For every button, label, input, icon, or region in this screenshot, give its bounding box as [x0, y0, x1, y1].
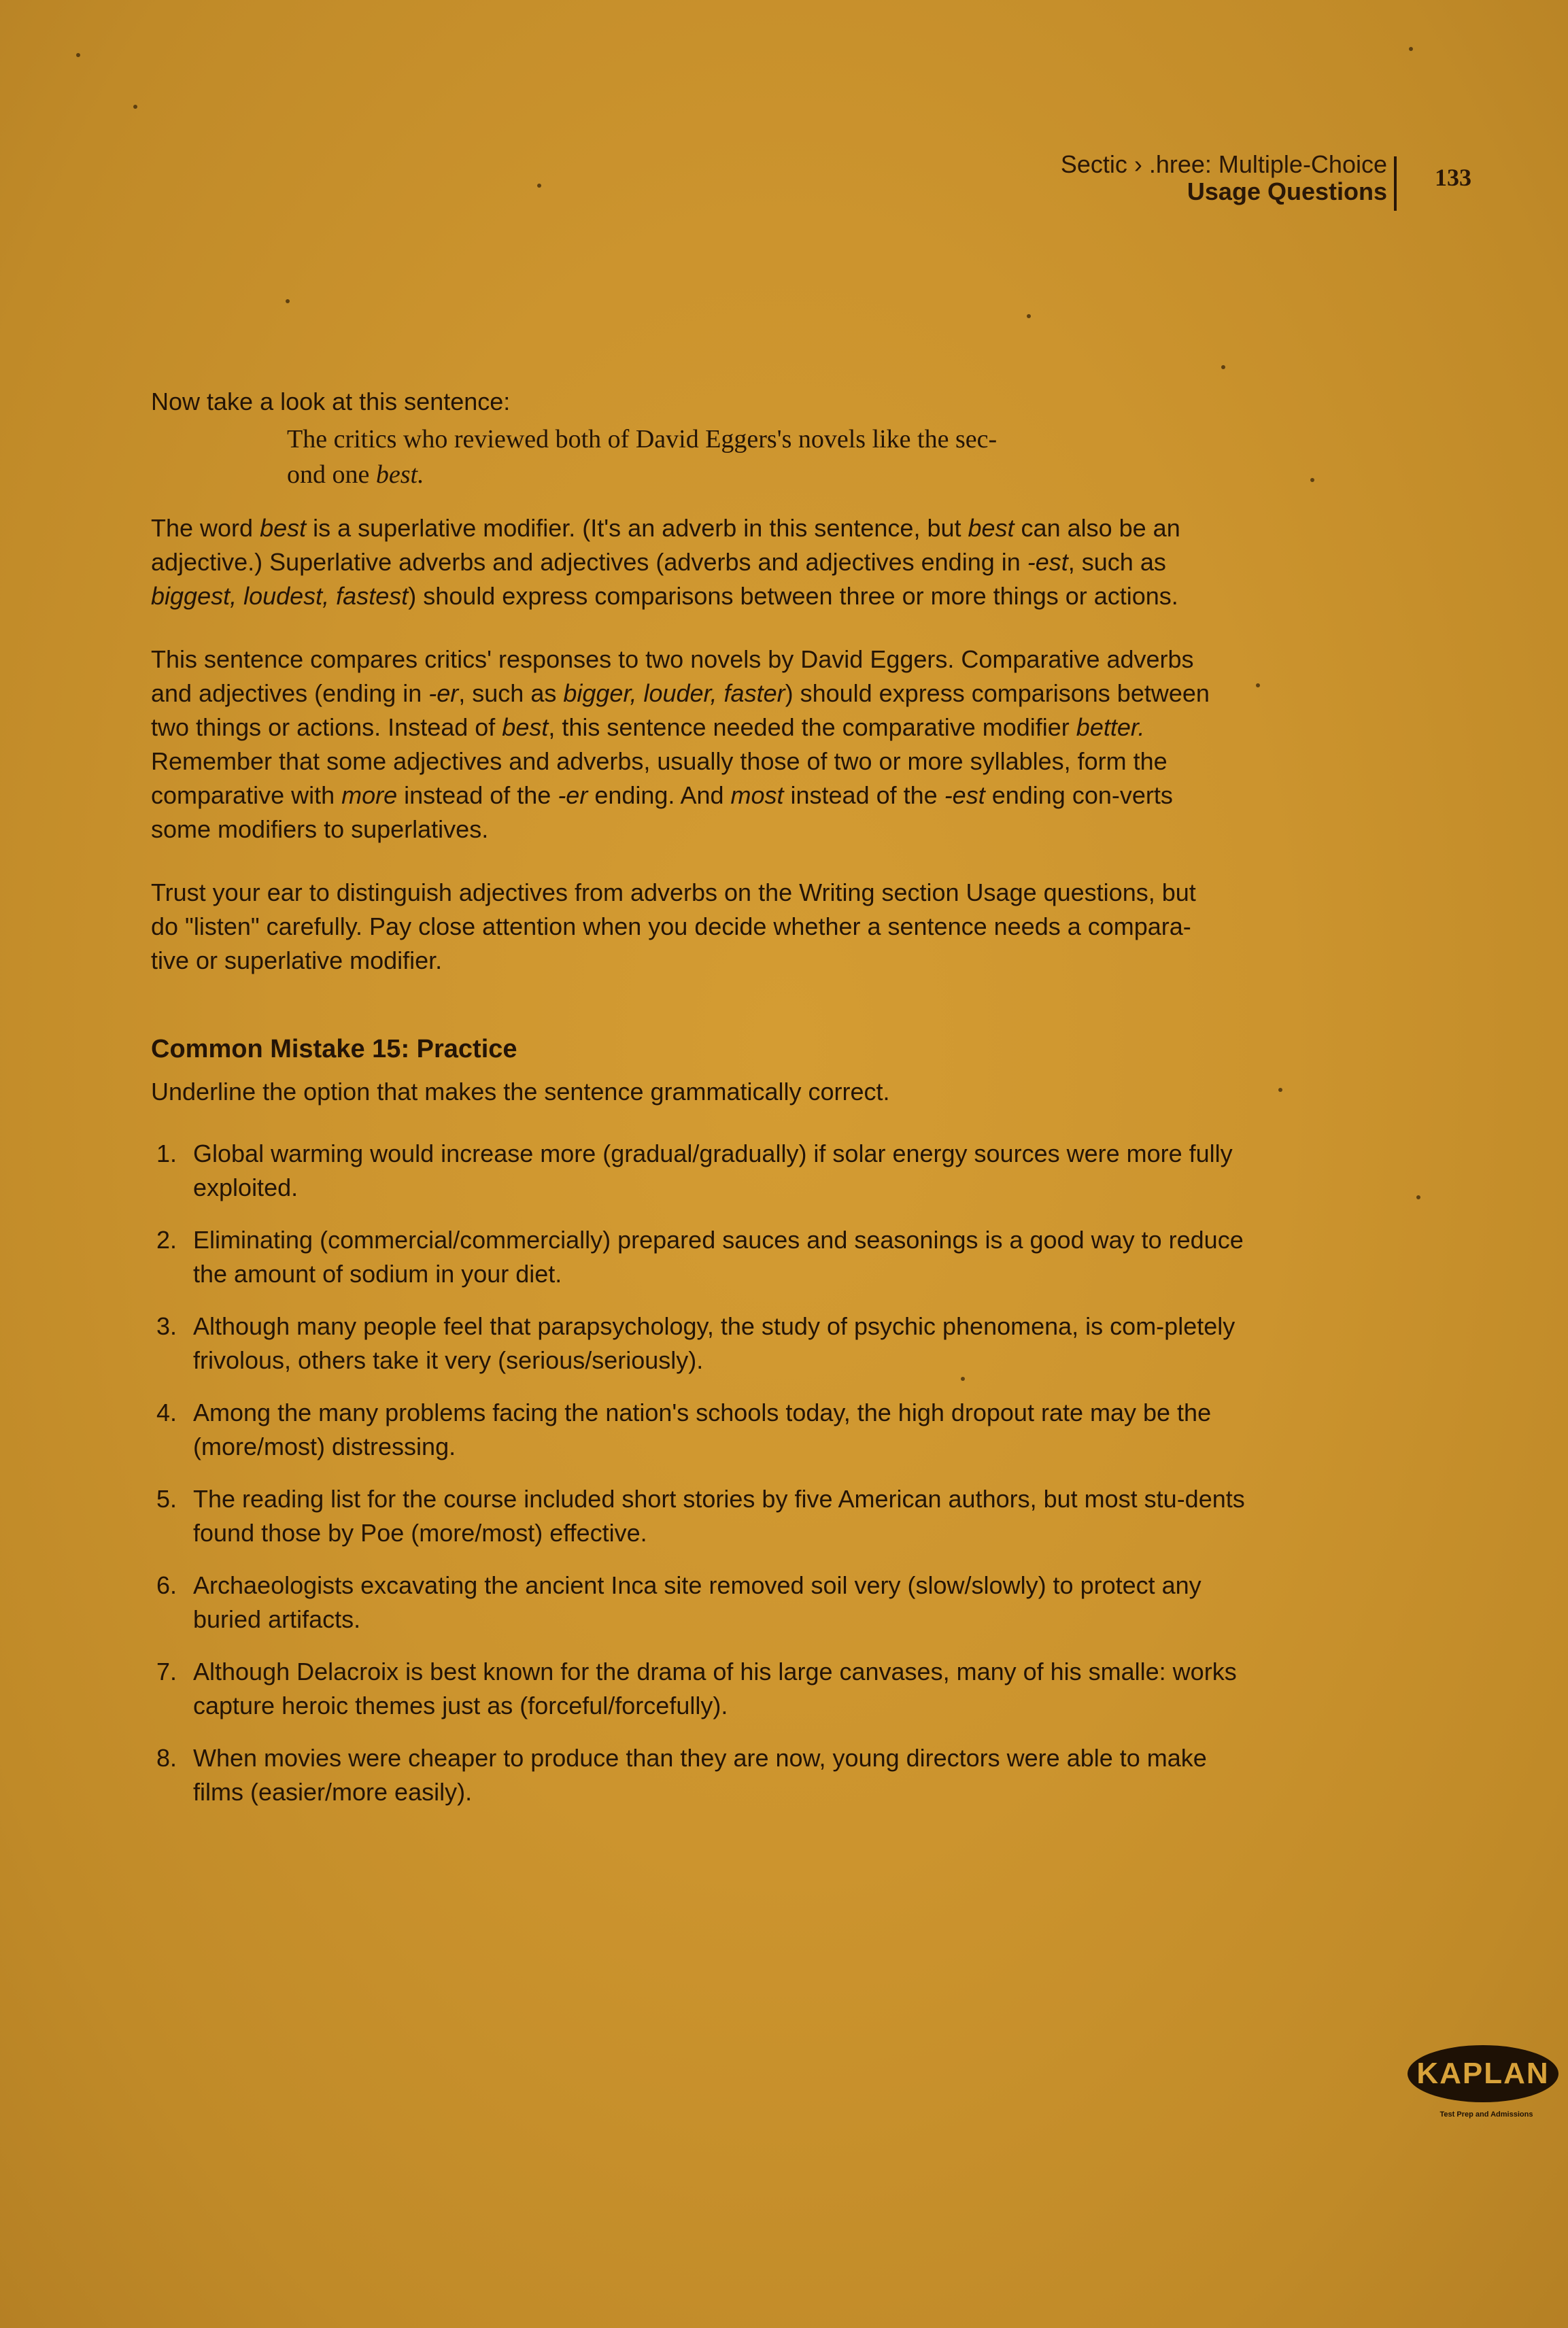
- item-text: Although Delacroix is best known for the drama of his large canvases, many of his smalle: works capture heroic themes just as (forceful/forcefully).: [193, 1658, 1237, 1719]
- practice-list: [151, 1137, 1252, 1828]
- p2-text: instead of the: [783, 781, 944, 809]
- practice-item: [151, 1655, 1252, 1723]
- p1-text: can also be an adjective.) Superlative adverbs and adjectives (adverbs and adjectives ending in: [151, 514, 1180, 576]
- running-header-section: Sectic › .hree: Multiple-Choice: [1060, 150, 1387, 178]
- item-number: 8.: [156, 1744, 177, 1772]
- practice-heading: Common Mistake 15: Practice: [151, 1035, 517, 1063]
- practice-instructions: Underline the option that makes the sentence grammatically correct.: [151, 1078, 890, 1106]
- dust-speck: [76, 53, 80, 57]
- p2-italic: better.: [1076, 713, 1145, 741]
- p1-text: is a superlative modifier. (It's an adverb in this sentence, but: [306, 514, 968, 542]
- practice-item: [151, 1137, 1252, 1205]
- p2-italic: more: [341, 781, 398, 809]
- item-text: Although many people feel that parapsychology, the study of psychic phenomena, is com-pletely frivolous, others take it very (serious/seriously).: [193, 1312, 1235, 1374]
- p2-text: ending. And: [587, 781, 731, 809]
- item-number: 1.: [156, 1140, 177, 1167]
- running-header-subtitle: Usage Questions: [1187, 177, 1387, 205]
- p2-text: ending con-verts some modifiers to superlatives.: [151, 781, 1173, 843]
- p2-italic: best: [502, 713, 549, 741]
- p1-italic: best: [968, 514, 1015, 542]
- p1-text: , such as: [1068, 548, 1166, 576]
- paragraph-tip: Trust your ear to distinguish adjectives from adverbs on the Writing section Usage questions, but do "listen" carefully. Pay close attention when you decide whether a sentence needs a compara-tive or superlative modifier.: [151, 878, 1196, 974]
- practice-item: [151, 1223, 1252, 1291]
- intro-text: Now take a look at this sentence:: [151, 388, 511, 415]
- practice-item: [151, 1482, 1252, 1550]
- p2-text: ) should express comparisons between two things or actions. Instead of: [151, 679, 1210, 741]
- dust-speck: [1416, 1195, 1420, 1199]
- item-text: When movies were cheaper to produce than they are now, young directors were able to make films (easier/more easily).: [193, 1744, 1207, 1806]
- paragraph-superlative: [151, 511, 1225, 613]
- p1-text: The word: [151, 514, 260, 542]
- practice-item: [151, 1741, 1252, 1809]
- dust-speck: [1278, 1088, 1282, 1092]
- example-line-2: [287, 457, 1103, 492]
- item-text: Global warming would increase more (gradual/gradually) if solar energy sources were more fully exploited.: [193, 1140, 1233, 1201]
- running-header: [1006, 151, 1387, 205]
- dust-speck: [1256, 683, 1260, 687]
- p2-text: , such as: [458, 679, 564, 707]
- dust-speck: [537, 184, 541, 188]
- item-number: 3.: [156, 1312, 177, 1340]
- example-line-2-text: ond one: [287, 460, 376, 489]
- item-number: 6.: [156, 1571, 177, 1599]
- item-number: 5.: [156, 1485, 177, 1513]
- example-line-1: The critics who reviewed both of David Eggers's novels like the sec-: [287, 425, 998, 453]
- p1-text: ) should express comparisons between three or more things or actions.: [408, 582, 1178, 610]
- dust-speck: [133, 105, 137, 109]
- p2-text: instead of the: [397, 781, 558, 809]
- p1-italic: biggest, loudest, fastest: [151, 582, 409, 610]
- practice-item: [151, 1569, 1252, 1637]
- item-text: Archaeologists excavating the ancient Inca site removed soil very (slow/slowly) to protect any buried artifacts.: [193, 1571, 1201, 1633]
- p2-italic: -er: [428, 679, 459, 707]
- p2-italic: bigger, louder, faster: [563, 679, 785, 707]
- paragraph-comparative: [151, 643, 1225, 846]
- dust-speck: [1027, 314, 1031, 318]
- item-text: Eliminating (commercial/commercially) prepared sauces and seasonings is a good way to reduce the amount of sodium in your diet.: [193, 1226, 1244, 1288]
- item-text: The reading list for the course included short stories by five American authors, but most stu-dents found those by Poe (more/most) effective.: [193, 1485, 1245, 1547]
- header-divider: [1394, 156, 1397, 211]
- p2-italic: most: [730, 781, 784, 809]
- dust-speck: [286, 299, 290, 303]
- p1-italic: best: [260, 514, 307, 542]
- item-text: Among the many problems facing the nation's schools today, the high dropout rate may be the (more/most) distressing.: [193, 1399, 1212, 1460]
- item-number: 4.: [156, 1399, 177, 1426]
- p2-italic: -est: [944, 781, 985, 809]
- kaplan-logo: KAPLAN: [1408, 2045, 1558, 2102]
- dust-speck: [1310, 478, 1314, 482]
- dust-speck: [1221, 365, 1225, 369]
- p2-text: , this sentence needed the comparative modifier: [548, 713, 1076, 741]
- item-number: 2.: [156, 1226, 177, 1254]
- item-number: 7.: [156, 1658, 177, 1685]
- kaplan-tagline: Test Prep and Admissions: [1439, 2110, 1533, 2119]
- page-number: 133: [1435, 164, 1471, 191]
- practice-item: [151, 1396, 1252, 1464]
- p1-italic: -est: [1027, 548, 1068, 576]
- practice-item: [151, 1310, 1252, 1377]
- example-italic-word: best.: [375, 460, 424, 489]
- p2-italic: -er: [558, 781, 588, 809]
- dust-speck: [1409, 47, 1413, 51]
- p2-text: This sentence compares critics' responses to two novels by David Eggers. Comparative adverbs and adjectives (ending in: [151, 645, 1194, 707]
- example-sentence: [287, 422, 1103, 492]
- p2-text: Remember that some adjectives and adverbs, usually those of two or more syllables, form the comparative with: [151, 747, 1168, 809]
